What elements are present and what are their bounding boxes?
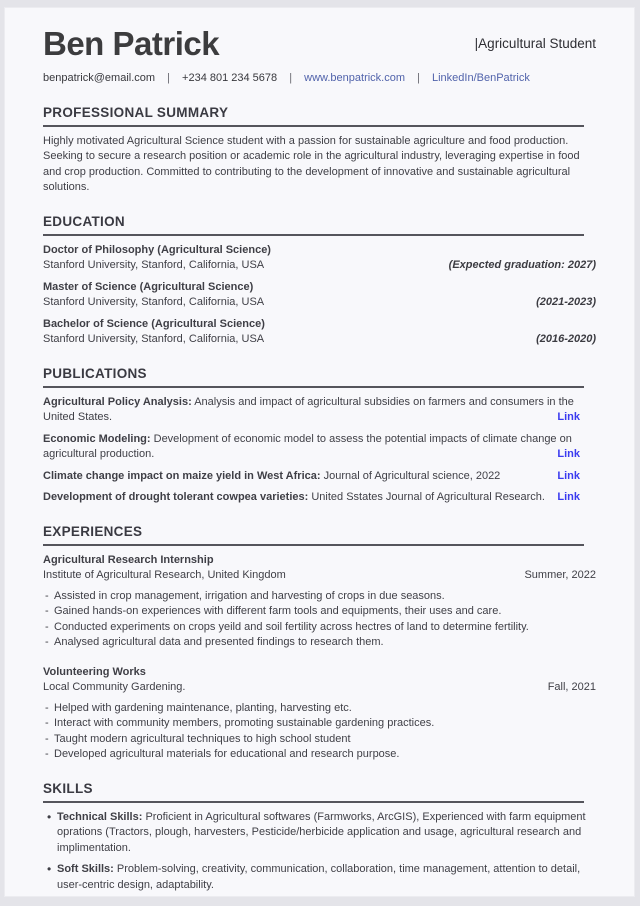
skills-list: [43, 810, 596, 894]
experience-bullets: [43, 589, 596, 651]
publication-link[interactable]: Link: [557, 491, 580, 503]
publication-entry: [43, 432, 596, 463]
school-name: Stanford University, Stanford, California, USA: [43, 259, 265, 271]
candidate-name: Ben Patrick: [43, 25, 220, 62]
school-name: Stanford University, Stanford, California, USA: [43, 296, 265, 308]
experience-bullet: - Gained hands-on experiences with different farm tools and equipments, their uses and care.: [43, 604, 596, 620]
contact-separator: |: [417, 72, 420, 84]
school-name: Stanford University, Stanford, California, USA: [43, 333, 265, 345]
degree-title: Bachelor of Science (Agricultural Science): [43, 317, 265, 330]
experience-date: Summer, 2022: [524, 569, 596, 581]
website-link[interactable]: www.benpatrick.com: [304, 72, 406, 84]
education-entry: [43, 243, 596, 274]
publication-entry: [43, 469, 596, 485]
experience-bullet: - Assisted in crop management, irrigation and harvesting of crops in due seasons.: [43, 589, 596, 605]
contact-separator: |: [289, 72, 293, 84]
experience-bullet: - Analysed agricultural data and presented findings to research them.: [43, 635, 596, 651]
contact-row: [43, 71, 596, 87]
publication-description: United Sstates Journal of Agricultural Research.: [308, 491, 545, 503]
summary-heading: PROFESSIONAL SUMMARY: [43, 104, 229, 120]
skill-text: Proficient in Agricultural softwares (Farmworks, ArcGIS), Experienced with farm equipment oprations (Tractors, plough, harvesters, Pesticide/herbicide application and usage, agricultural research and implimentation.: [57, 810, 586, 854]
section-education: [43, 214, 596, 348]
experience-bullets: [43, 701, 596, 763]
education-entry: [43, 280, 596, 311]
publications-heading: PUBLICATIONS: [43, 365, 147, 381]
education-date: (2016-2020): [536, 333, 596, 345]
section-rule: [43, 234, 584, 236]
publication-link[interactable]: Link: [557, 469, 580, 482]
experience-bullet: - Conducted experiments on crops yeild and soil fertility across hectres of land to determine fertility.: [43, 620, 596, 636]
experience-entry: [43, 553, 596, 651]
publications-list: [43, 395, 596, 506]
resume-page: [4, 7, 635, 897]
experiences-list: [43, 553, 596, 763]
summary-text: Highly motivated Agricultural Science student with a passion for sustainable agriculture and food production. Seeking to secure a research position or academic role in the agricultural industry, leveraging expertise in food and crop production. Committed to contributing to the development of innovative and sustainable agricultural solutions.: [43, 134, 580, 193]
skill-label: Technical Skills:: [57, 810, 143, 823]
education-entry: [43, 317, 596, 348]
section-publications: [43, 366, 596, 506]
linkedin-link[interactable]: LinkedIn/BenPatrick: [432, 72, 530, 84]
education-date: (2021-2023): [536, 296, 596, 308]
resume-content: [5, 8, 634, 893]
candidate-title: |Agricultural Student: [474, 36, 596, 52]
section-rule: [43, 801, 584, 803]
education-date: (Expected graduation: 2027): [448, 259, 596, 271]
publication-entry: [43, 490, 596, 506]
skill-entry: [43, 862, 596, 893]
education-heading: EDUCATION: [43, 213, 125, 229]
publication-link[interactable]: Link: [557, 448, 580, 460]
contact-phone: +234 801 234 5678: [182, 72, 278, 84]
experience-bullet: - Taught modern agricultural techniques to high school student: [43, 732, 596, 748]
publication-title: Development of drought tolerant cowpea varieties:: [43, 491, 309, 503]
degree-title: Master of Science (Agricultural Science): [43, 280, 254, 293]
publication-description: Development of economic model to assess the potential impacts of climate change on agricultural production.: [43, 432, 572, 460]
contact-separator: |: [167, 72, 170, 84]
skill-entry: [43, 810, 596, 857]
experience-role: Agricultural Research Internship: [43, 553, 214, 566]
experience-bullet: - Helped with gardening maintenance, planting, harvesting etc.: [43, 701, 596, 717]
experience-bullet: - Developed agricultural materials for educational and research purpose.: [43, 747, 596, 763]
section-skills: [43, 781, 596, 894]
publication-link[interactable]: Link: [557, 411, 580, 423]
skills-heading: SKILLS: [43, 780, 93, 796]
section-rule: [43, 125, 584, 127]
header: [43, 24, 596, 64]
experiences-heading: EXPERIENCES: [43, 523, 143, 539]
publication-title: Agricultural Policy Analysis:: [43, 395, 192, 408]
publication-description: Journal of Agricultural science, 2022: [320, 469, 501, 482]
publication-entry: [43, 395, 596, 426]
publication-title: Climate change impact on maize yield in West Africa:: [43, 469, 321, 482]
experience-organization: Local Community Gardening.: [43, 681, 186, 693]
education-list: [43, 243, 596, 348]
skill-text: Problem-solving, creativity, communication, collaboration, time management, attention to detail, user-centric design, adaptability.: [57, 863, 581, 891]
publication-description: Analysis and impact of agricultural subsidies on farmers and consumers in the United States.: [43, 395, 574, 423]
degree-title: Doctor of Philosophy (Agricultural Science): [43, 243, 271, 256]
publication-title: Economic Modeling:: [43, 432, 151, 445]
experience-organization: Institute of Agricultural Research, United Kingdom: [43, 569, 286, 581]
section-rule: [43, 544, 584, 546]
section-professional-summary: [43, 105, 596, 196]
skill-label: Soft Skills:: [57, 863, 114, 875]
section-rule: [43, 386, 584, 388]
section-experiences: [43, 524, 596, 763]
contact-email: benpatrick@email.com: [43, 72, 156, 84]
experience-entry: [43, 665, 596, 763]
experience-role: Volunteering Works: [43, 665, 146, 678]
experience-date: Fall, 2021: [547, 681, 596, 693]
experience-bullet: - Interact with community members, promoting sustainable gardening practices.: [43, 716, 596, 732]
